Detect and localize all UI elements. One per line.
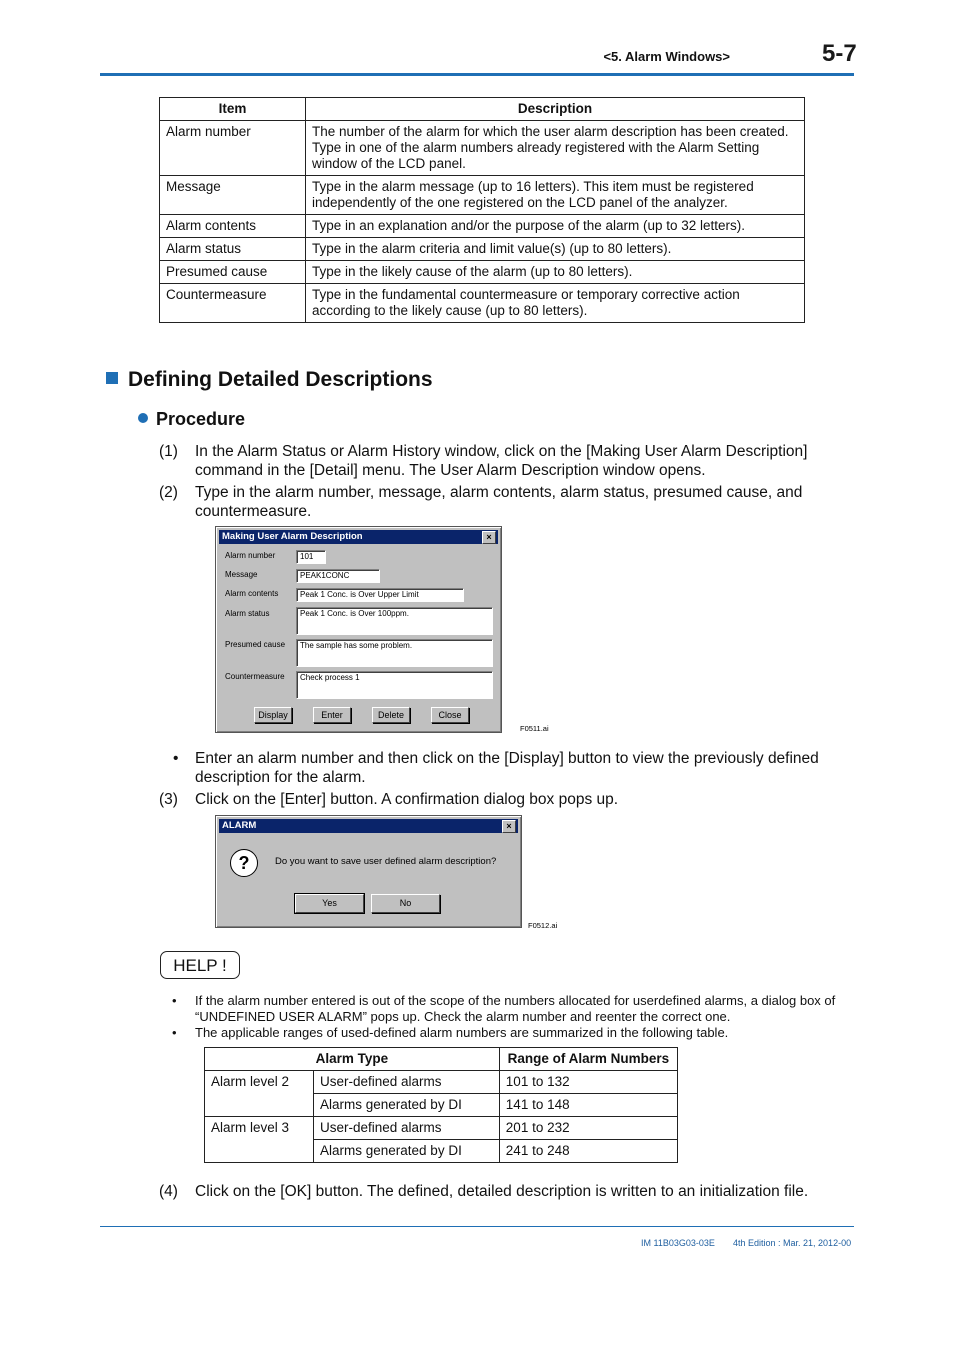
column-header: Description: [306, 98, 805, 121]
alarm-level-cell: Alarm level 3: [205, 1117, 314, 1163]
procedure-step: [159, 790, 849, 810]
table-row: [160, 284, 805, 323]
bullet-text: Enter an alarm number and then click on the [Display] button to view the previously defined description for the alarm.: [195, 750, 819, 786]
step-text: In the Alarm Status or Alarm History window, click on the [Making User Alarm Description] command in the [Detail] menu. The User Alarm Description window opens.: [195, 443, 808, 479]
edition-info: 4th Edition : Mar. 21, 2012-00: [733, 1238, 852, 1248]
page-number: 5-7: [822, 40, 857, 67]
alarm-level-cell: Alarm level 2: [205, 1071, 314, 1117]
alarm-range-table: [204, 1047, 678, 1163]
bullet-dot: •: [172, 993, 177, 1008]
description-cell: The number of the alarm for which the user alarm description has been created. Type in one of the alarm numbers already registered with the Alarm Setting window of the LCD panel.: [306, 121, 805, 176]
table-row: [160, 261, 805, 284]
step-number: (4): [159, 1183, 178, 1200]
figure-id: F0511.ai: [520, 724, 549, 733]
help-bullet: [172, 993, 842, 1025]
step-text: Click on the [Enter] button. A confirmation dialog box pops up.: [195, 791, 619, 808]
range-cell: 101 to 132: [499, 1071, 677, 1094]
item-description-table: [159, 97, 805, 323]
table-row: [160, 176, 805, 215]
alarm-type-cell: User-defined alarms: [314, 1117, 500, 1140]
item-cell: Alarm number: [160, 121, 306, 176]
procedure-step: [159, 442, 849, 482]
display-button[interactable]: Display: [254, 707, 292, 723]
figure-id: F0512.ai: [528, 921, 558, 930]
presumed-cause-label: Presumed cause: [225, 640, 286, 649]
enter-button[interactable]: Enter: [313, 707, 351, 723]
dialog-title: Making User Alarm Description: [222, 531, 363, 542]
step-text: Type in the alarm number, message, alarm contents, alarm status, presumed cause, and countermeasure.: [195, 484, 803, 520]
making-user-alarm-description-dialog: [215, 526, 502, 733]
no-button[interactable]: No: [371, 894, 440, 913]
message-label: Message: [225, 570, 258, 579]
column-header: Item: [160, 98, 306, 121]
message-field[interactable]: PEAK1CONC: [296, 569, 380, 583]
footer-rule: [100, 1226, 854, 1227]
close-icon[interactable]: ×: [482, 531, 496, 544]
close-button[interactable]: Close: [431, 707, 469, 723]
delete-button[interactable]: Delete: [372, 707, 410, 723]
step-text: Click on the [OK] button. The defined, detailed description is written to an initialization file.: [195, 1183, 809, 1200]
range-cell: 241 to 248: [499, 1140, 677, 1163]
table-row: [160, 121, 805, 176]
alarm-contents-label: Alarm contents: [225, 589, 279, 598]
item-cell: Alarm status: [160, 238, 306, 261]
question-icon: ?: [230, 849, 258, 877]
table-row: [205, 1071, 678, 1094]
step-number: (1): [159, 443, 178, 460]
description-cell: Type in an explanation and/or the purpose of the alarm (up to 32 letters).: [306, 215, 805, 238]
close-icon[interactable]: ×: [502, 820, 516, 833]
item-cell: Countermeasure: [160, 284, 306, 323]
confirm-message: Do you want to save user defined alarm description?: [275, 856, 497, 867]
range-cell: 201 to 232: [499, 1117, 677, 1140]
step-number: (3): [159, 791, 178, 808]
table-header-row: [205, 1048, 678, 1071]
section-heading-text: Defining Detailed Descriptions: [128, 368, 433, 391]
section-heading: [106, 368, 433, 392]
column-header: Alarm Type: [205, 1048, 500, 1071]
help-badge: HELP !: [160, 951, 240, 979]
procedure-step: [159, 483, 849, 523]
bullet-item: [159, 749, 849, 789]
alarm-type-cell: Alarms generated by DI: [314, 1094, 500, 1117]
help-bullet-text: If the alarm number entered is out of the scope of the numbers allocated for userdefined alarms, a dialog box of “UNDEFINED USER ALARM” pops up. Check the alarm number and reenter the correct one.: [195, 993, 836, 1024]
table-row: [205, 1117, 678, 1140]
countermeasure-field[interactable]: Check process 1: [296, 671, 493, 699]
running-header-section: <5. Alarm Windows>: [603, 49, 730, 64]
help-bullet-text: The applicable ranges of used-defined alarm numbers are summarized in the following table.: [195, 1025, 729, 1040]
item-cell: Alarm contents: [160, 215, 306, 238]
document-number: IM 11B03G03-03E: [641, 1238, 715, 1248]
alarm-status-field[interactable]: Peak 1 Conc. is Over 100ppm.: [296, 607, 493, 635]
table-row: [160, 238, 805, 261]
description-cell: Type in the fundamental countermeasure or temporary corrective action according to the likely cause (up to 80 letters).: [306, 284, 805, 323]
alarm-confirm-dialog: [215, 815, 522, 928]
round-bullet-icon: [138, 413, 148, 423]
yes-button[interactable]: Yes: [295, 894, 364, 913]
bullet-dot: •: [173, 750, 179, 767]
subsection-heading-text: Procedure: [156, 409, 246, 429]
square-bullet-icon: [106, 372, 118, 384]
alarm-status-label: Alarm status: [225, 609, 270, 618]
description-cell: Type in the likely cause of the alarm (up to 80 letters).: [306, 261, 805, 284]
dialog-title: ALARM: [222, 820, 257, 831]
alarm-number-label: Alarm number: [225, 551, 276, 560]
step-number: (2): [159, 484, 178, 501]
table-row: [160, 215, 805, 238]
description-cell: Type in the alarm criteria and limit value(s) (up to 80 letters).: [306, 238, 805, 261]
help-bullet: [172, 1025, 842, 1041]
header-rule: [100, 73, 854, 76]
countermeasure-label: Countermeasure: [225, 672, 285, 681]
alarm-type-cell: User-defined alarms: [314, 1071, 500, 1094]
alarm-number-field[interactable]: 101: [296, 550, 326, 564]
item-cell: Message: [160, 176, 306, 215]
alarm-type-cell: Alarms generated by DI: [314, 1140, 500, 1163]
subsection-heading: [138, 409, 245, 430]
description-cell: Type in the alarm message (up to 16 letters). This item must be registered independently of the one registered on the LCD panel of the analyzer.: [306, 176, 805, 215]
dialog-titlebar: [219, 819, 518, 833]
alarm-contents-field[interactable]: Peak 1 Conc. is Over Upper Limit: [296, 588, 464, 602]
presumed-cause-field[interactable]: The sample has some problem.: [296, 639, 493, 667]
column-header: Range of Alarm Numbers: [499, 1048, 677, 1071]
dialog-titlebar: [219, 530, 498, 544]
bullet-dot: •: [172, 1025, 177, 1040]
table-header-row: [160, 98, 805, 121]
procedure-step: [159, 1182, 849, 1202]
item-cell: Presumed cause: [160, 261, 306, 284]
range-cell: 141 to 148: [499, 1094, 677, 1117]
